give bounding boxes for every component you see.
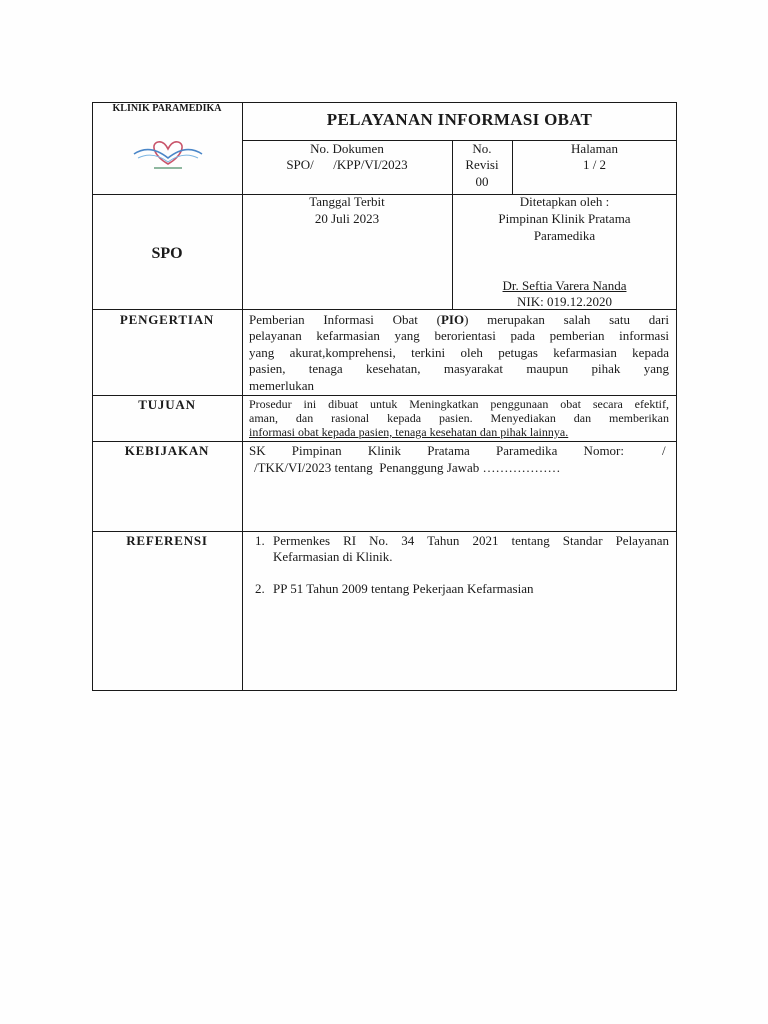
approved-by-label: Ditetapkan oleh :: [519, 194, 610, 209]
spo-label: SPO: [151, 245, 183, 262]
referensi-num: 1.: [255, 533, 265, 548]
doc-number-value: SPO/ /KPP/VI/2023: [286, 157, 408, 172]
clinic-name: KLINIK PARAMEDIKA: [112, 103, 222, 114]
pengertian-line: memerlukan: [249, 378, 314, 393]
pengertian-text: ) merupakan salah satu dari: [464, 312, 670, 327]
page-title: PELAYANAN INFORMASI OBAT: [326, 110, 593, 129]
revision-value: 00: [475, 174, 489, 189]
revision-label: No.: [472, 141, 492, 156]
divider: [242, 102, 243, 691]
referensi-item: PP 51 Tahun 2009 tentang Pekerjaan Kefarmasian: [273, 581, 534, 596]
referensi-label: REFERENSI: [126, 533, 208, 548]
approver-name: Dr. Seftia Varera Nanda: [502, 278, 627, 293]
issue-date-value: 20 Juli 2023: [314, 211, 380, 226]
divider: [92, 441, 677, 442]
tujuan-line: Prosedur ini dibuat untuk Meningkatkan penggunaan obat secara efektif,: [249, 397, 669, 411]
kebijakan-label: KEBIJAKAN: [124, 443, 210, 458]
tujuan-label: TUJUAN: [138, 397, 196, 412]
kebijakan-line-end: /: [662, 443, 666, 458]
pengertian-line: yang akurat,komprehensi, terkini oleh petugas kefarmasian kepada: [249, 345, 669, 360]
pengertian-line: pasien, tenaga kesehatan, masyarakat maupun pihak yang: [249, 361, 669, 376]
pengertian-label: PENGERTIAN: [119, 312, 215, 327]
page-value: 1 / 2: [582, 157, 607, 172]
kebijakan-line: /TKK/VI/2023 tentang Penanggung Jawab ………………: [254, 460, 561, 475]
divider: [92, 531, 677, 532]
revision-label: Revisi: [465, 157, 499, 172]
approver-title: Paramedika: [533, 228, 596, 243]
divider: [92, 395, 677, 396]
approver-nik: NIK: 019.12.2020: [517, 294, 612, 309]
referensi-item: Permenkes RI No. 34 Tahun 2021 tentang Standar Pelayanan: [273, 533, 669, 548]
pengertian-text: Pemberian Informasi Obat (: [249, 312, 441, 327]
referensi-num: 2.: [255, 581, 265, 596]
pengertian-line: pelayanan kefarmasian yang berorientasi pada pemberian informasi: [249, 328, 669, 343]
doc-number-label: No. Dokumen: [310, 141, 384, 156]
page-label: Halaman: [571, 141, 618, 156]
tujuan-line: informasi obat kepada pasien, tenaga kesehatan dan pihak lainnya.: [249, 425, 569, 439]
approver-title: Pimpinan Klinik Pratama: [498, 211, 631, 226]
pengertian-line: [249, 312, 669, 328]
tujuan-line: aman, dan rasional kepada pasien. Menyediakan dan memberikan: [249, 411, 669, 425]
issue-date-label: Tanggal Terbit: [309, 194, 385, 209]
clinic-logo: [128, 134, 208, 174]
referensi-item: Kefarmasian di Klinik.: [273, 549, 393, 564]
kebijakan-line: SK Pimpinan Klinik Pratama Paramedika Nomor:: [249, 443, 624, 458]
pengertian-abbr: PIO: [440, 312, 465, 327]
